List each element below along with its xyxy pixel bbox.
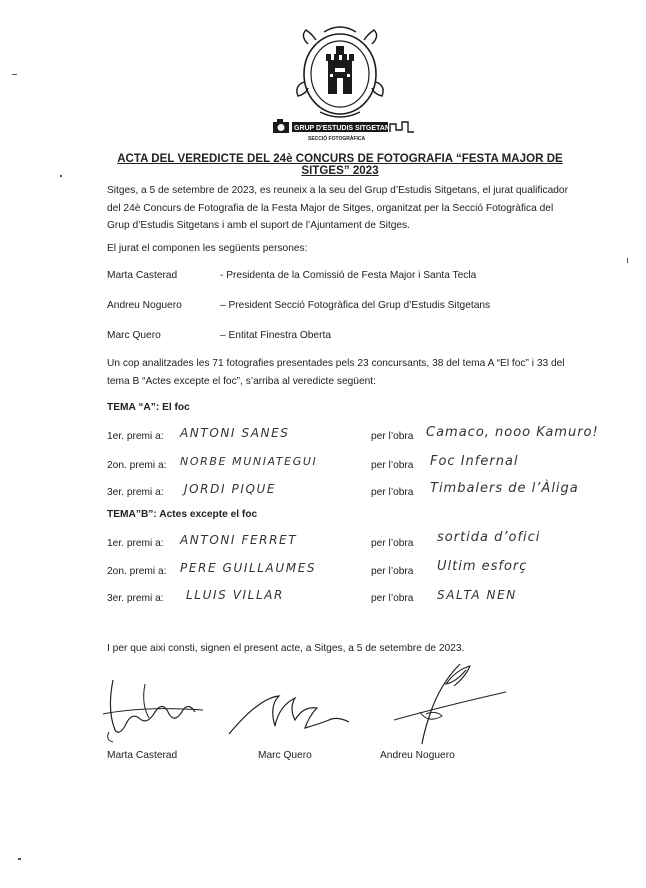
prize-winner: ANTONI SANES (180, 426, 290, 440)
jury-role: – President Secció Fotogràfica del Grup d’Estudis Sitgetans (220, 300, 491, 311)
signatory-name: Marc Quero (258, 750, 312, 761)
prize-label: 3er. premi a: (107, 487, 164, 498)
obra-label: per l’obra (371, 566, 414, 577)
grup-estudis-sitgetans-logo (268, 22, 418, 150)
jury-role: – Entitat Finestra Oberta (220, 330, 331, 341)
org-name-text: GRUP D'ESTUDIS SITGETANS (294, 125, 395, 132)
jury-intro: El jurat el componen les següents persones: (107, 243, 308, 254)
prize-obra: sortida d’ofici (437, 530, 541, 545)
signature-marc-quero (225, 690, 375, 740)
jury-role: - Presidenta de la Comissió de Festa Major i Santa Tecla (220, 270, 477, 281)
intro-paragraph: Sitges, a 5 de setembre de 2023, es reuneix a la seu del Grup d’Estudis Sitgetans, el jurat qualificador del 24è Concurs de Fotografia de la Festa Major de Sitges, organitzat per la Secció Fotogràfica del Grup d’Estudis Sitgetans i amb el suport de l’Ajuntament de Sitges. (107, 185, 568, 231)
obra-label: per l’obra (371, 460, 414, 471)
section-name-text: SECCIÓ FOTOGRÀFICA (308, 136, 366, 142)
prize-obra: Camaco, nooo Kamuro! (426, 425, 599, 440)
scan-speck (12, 74, 17, 75)
obra-label: per l’obra (371, 487, 414, 498)
closing-statement: I per que aixi consti, signen el present acte, a Sitges, a 5 de setembre de 2023. (107, 643, 465, 654)
signatory-name: Andreu Noguero (380, 750, 455, 761)
prize-obra: Foc Infernal (430, 454, 519, 469)
analysis-paragraph: Un cop analitzades les 71 fotografies presentades pels 23 concursants, 38 del tema A “El foc” i 33 del tema B “Actes excepte el foc”, s’arriba al veredicte següent: (107, 358, 565, 387)
obra-label: per l’obra (371, 593, 414, 604)
obra-label: per l’obra (371, 431, 414, 442)
theme-a-heading: TEMA “A”: El foc (107, 402, 190, 413)
scan-speck (60, 175, 62, 177)
jury-name: Andreu Noguero (107, 300, 182, 311)
prize-obra: SALTA NEN (437, 588, 517, 602)
jury-name: Marc Quero (107, 330, 161, 341)
prize-label: 1er. premi a: (107, 431, 164, 442)
obra-label: per l’obra (371, 538, 414, 549)
prize-winner: JORDI PIQUE (184, 482, 277, 496)
theme-b-heading: TEMA”B”: Actes excepte el foc (107, 509, 258, 520)
prize-winner: ANTONI FERRET (180, 533, 298, 547)
prize-label: 1er. premi a: (107, 538, 164, 549)
signatory-name: Marta Casterad (107, 750, 178, 761)
jury-name: Marta Casterad (107, 270, 178, 281)
prize-obra: Ultim esforç (437, 559, 528, 574)
camera-icon (273, 119, 289, 133)
signature-andreu-noguero (390, 660, 510, 750)
prize-label: 3er. premi a: (107, 593, 164, 604)
scan-speck (627, 258, 628, 263)
prize-winner: LLUIS VILLAR (186, 588, 284, 602)
document-title: ACTA DEL VEREDICTE DEL 24è CONCURS DE FOTOGRAFIA “FESTA MAJOR DE SITGES” 2023 (117, 153, 563, 177)
prize-winner: NORBE MUNIATEGUI (180, 455, 318, 468)
prize-obra: Timbalers de l’Àliga (430, 481, 579, 496)
signature-marta-casterad (95, 670, 215, 750)
scan-speck (18, 858, 21, 860)
prize-winner: PERE GUILLAUMES (180, 561, 317, 575)
prize-label: 2on. premi a: (107, 460, 167, 471)
prize-label: 2on. premi a: (107, 566, 167, 577)
